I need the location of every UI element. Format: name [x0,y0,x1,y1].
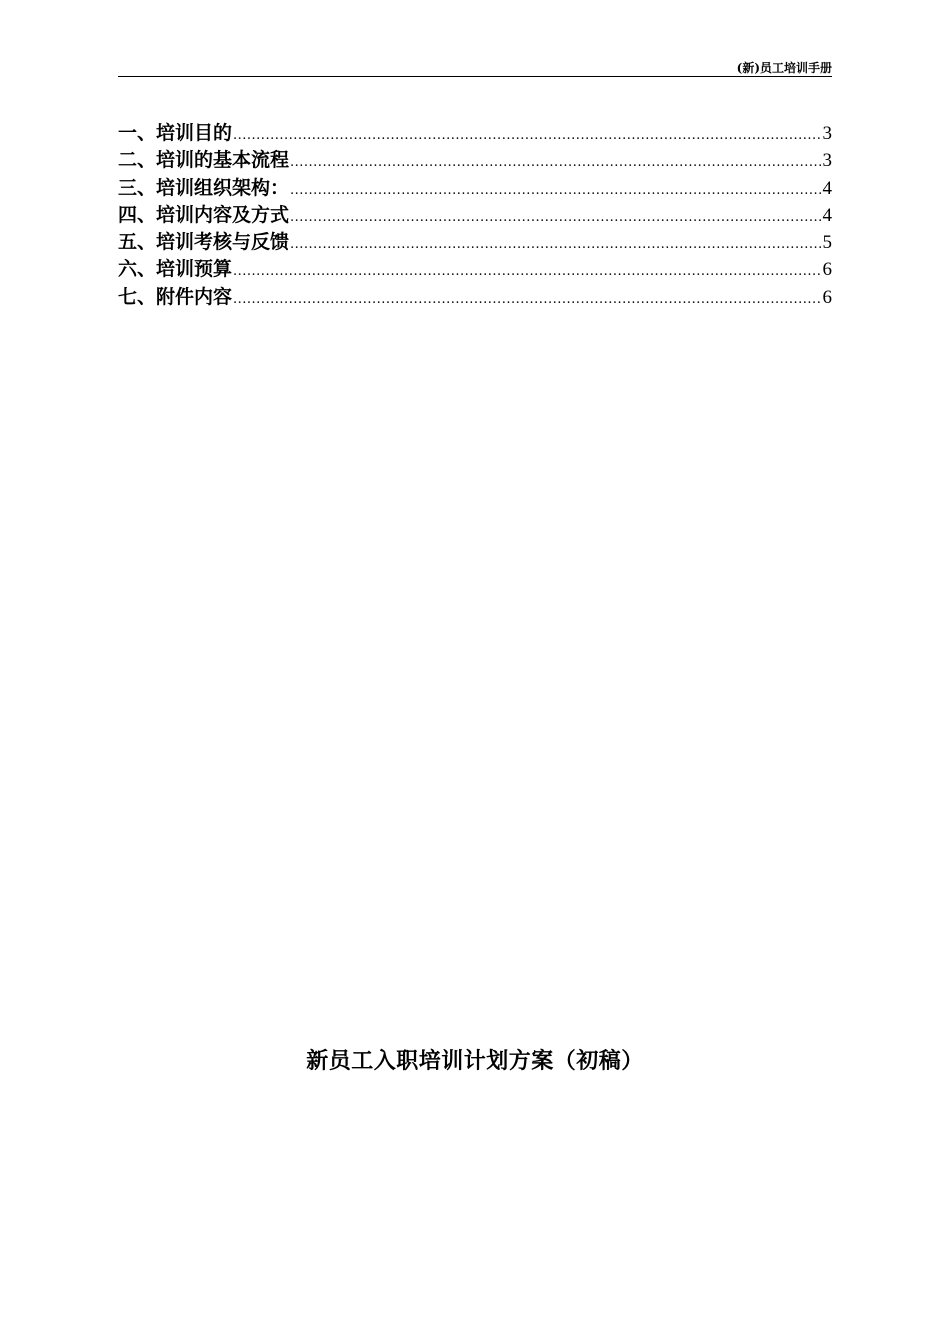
toc-item-page: 6 [822,259,832,281]
toc-item-title: 六、培训预算 [118,258,233,281]
toc-item[interactable] [118,175,832,202]
toc-item-title: 七、附件内容 [118,285,233,308]
toc-item[interactable] [118,120,832,147]
header-title: (新)员工培训手册 [736,61,832,75]
toc-item[interactable] [118,202,832,229]
toc-item[interactable] [118,229,832,256]
toc-item[interactable] [118,284,832,311]
toc-item-page: 6 [822,286,832,308]
document-title: 新员工入职培训计划方案（初稿） [306,1048,644,1074]
toc-item-page: 4 [822,177,832,199]
toc-item-title: 五、培训考核与反馈 [118,231,290,254]
toc-leader-dots [233,122,821,149]
toc-leader-dots [290,204,821,231]
toc-item-title: 三、培训组织架构： [118,176,290,199]
toc-leader-dots [233,258,821,285]
toc-item-title: 一、培训目的 [118,122,233,144]
toc-item-title: 二、培训的基本流程 [118,149,290,172]
toc-item-page: 5 [822,232,832,254]
toc-item[interactable] [118,147,832,174]
page-header [118,56,832,77]
toc-item-title: 四、培训内容及方式 [118,203,290,226]
toc-item-page: 4 [822,204,832,226]
toc-leader-dots [290,231,821,258]
toc-item-page: 3 [822,123,832,144]
table-of-contents [118,120,832,311]
toc-leader-dots [290,149,821,176]
toc-leader-dots [233,286,821,313]
toc-item-page: 3 [822,150,832,172]
toc-leader-dots [290,177,821,204]
toc-item[interactable] [118,256,832,283]
